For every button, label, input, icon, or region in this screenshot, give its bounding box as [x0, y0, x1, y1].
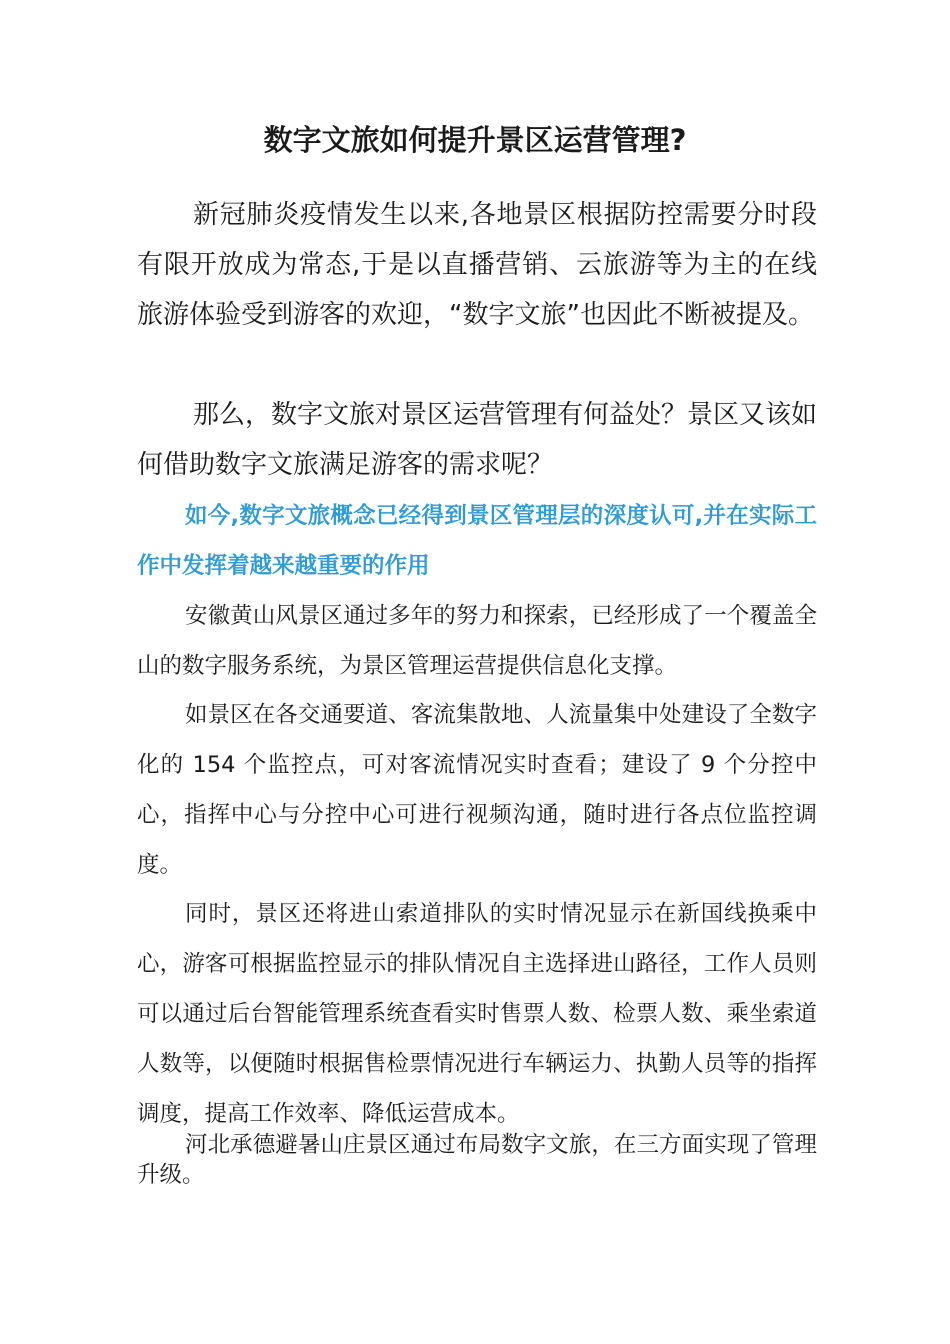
paragraph-question: 那么，数字文旅对景区运营管理有何益处？景区又该如何借助数字文旅满足游客的需求呢？: [137, 400, 818, 480]
paragraph-chengde: 河北承德避暑山庄景区通过布局数字文旅，在三方面实现了管理升级。: [137, 1132, 817, 1188]
paragraph-monitoring: 如景区在各交通要道、客流集散地、人流量集中处建设了全数字化的 154 个监控点，可对客流情况实时查看；建设了 9 个分控中心，指挥中心与分控中心可进行视频沟通，随时进行各点位监控调度。: [137, 702, 817, 878]
paragraph-highlight-heading: 如今,数字文旅概念已经得到景区管理层的深度认可,并在实际工作中发挥着越来越重要的作用: [137, 503, 817, 579]
document-title: 数字文旅如何提升景区运营管理?: [263, 123, 687, 157]
paragraph-intro: 新冠肺炎疫情发生以来,各地景区根据防控需要分时段有限开放成为常态,于是以直播营销、云旅游等为主的在线旅游体验受到游客的欢迎，“数字文旅”也因此不断被提及。: [137, 200, 817, 330]
paragraph-cableway: 同时，景区还将进山索道排队的实时情况显示在新国线换乘中心，游客可根据监控显示的排队情况自主选择进山路径，工作人员则可以通过后台智能管理系统查看实时售票人数、检票人数、乘坐索道人数等，以便随时根据售检票情况进行车辆运力、执勤人员等的指挥调度，提高工作效率、降低运营成本。: [137, 901, 817, 1127]
paragraph-huangshan: 安徽黄山风景区通过多年的努力和探索，已经形成了一个覆盖全山的数字服务系统，为景区管理运营提供信息化支撑。: [137, 603, 817, 679]
